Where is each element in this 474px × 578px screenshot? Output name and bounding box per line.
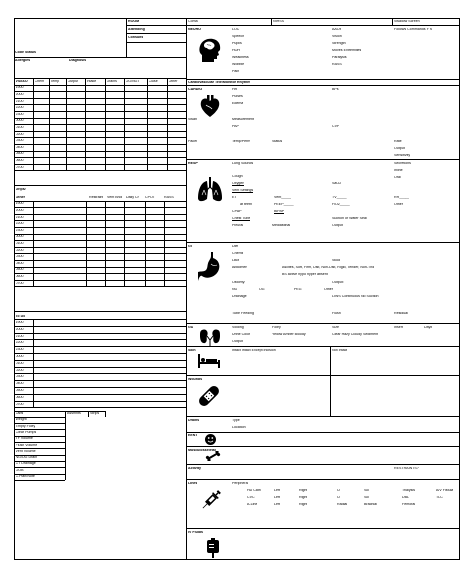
checklist-item-8: OOB <box>15 468 24 472</box>
lines-peripheral: Peripheral <box>232 482 249 485</box>
neuro-pupils: Pupils <box>232 42 242 45</box>
drips-time-1900: 1900 <box>15 202 24 206</box>
neuro-strength: Strength <box>332 42 346 45</box>
gi-tube-feeding: Tube Feeding <box>232 312 255 315</box>
grid-line <box>124 201 125 287</box>
drips-other-label: Other <box>15 196 26 199</box>
lungs-icon <box>196 176 224 204</box>
todo-time-2300: 2300 <box>15 348 24 352</box>
gi-output: Output: <box>332 281 344 284</box>
grid-line <box>14 401 186 402</box>
grid-line <box>14 214 186 215</box>
neuro-weakness: Weakness <box>232 56 249 59</box>
lines-row2-col2: Right <box>299 503 308 506</box>
vitals-time-2300: 2300 <box>15 112 24 116</box>
neuro-loc: LOC <box>232 28 240 31</box>
neuro-wobble: Wobble <box>232 63 245 66</box>
neuro-hoh: HOH <box>232 49 240 52</box>
coma-label: Coma <box>188 20 198 23</box>
vitals-header-7: Cluse <box>148 79 158 83</box>
face-icon <box>205 434 216 445</box>
gi-bowel-sounds: BS active hypo hyper absent <box>282 273 328 276</box>
neuro-pain: Pain <box>232 70 240 73</box>
grid-line <box>105 201 106 287</box>
drips-time-0200: 0200 <box>15 248 24 252</box>
grid-line <box>164 201 165 287</box>
neuro-speech: Speech <box>232 35 245 38</box>
gi-drainage: Drainage <box>232 295 247 298</box>
gi-chems: Chems <box>232 252 244 255</box>
grid-line <box>14 91 186 92</box>
eent-title: EENT <box>188 434 198 437</box>
brain-head-icon <box>198 38 222 64</box>
grid-line <box>145 201 146 287</box>
iv-bag-icon <box>206 538 220 558</box>
lines-title: Lines <box>188 482 198 485</box>
lines-row0-col0: HD Cath <box>247 489 261 492</box>
skin-intact: Intact Intact Except Incision <box>232 349 276 352</box>
grid-line <box>14 104 186 105</box>
skin-not-intact: Not Intact <box>332 349 348 352</box>
checklist-item-4: Flush Volume <box>15 443 38 447</box>
grid-line <box>86 201 87 287</box>
grid-line <box>124 78 125 170</box>
grid-line <box>14 373 186 374</box>
drips-time-0600: 0600 <box>15 274 24 278</box>
vitals-time-0200: 0200 <box>15 132 24 136</box>
gu-clarity: Clear Hazy Cloudy Sediment <box>332 333 379 336</box>
vitals-header-4: Intake <box>86 79 97 83</box>
grid-line <box>14 253 186 254</box>
vitals-time-0400: 0400 <box>15 145 24 149</box>
report-sheet <box>14 18 460 560</box>
vitals-header-8: Other <box>168 79 178 83</box>
grid-line <box>33 78 34 170</box>
vitals-header-3: Output <box>67 79 79 83</box>
resp-et: ET <box>232 196 237 199</box>
neuro-title: NEURO <box>188 28 201 31</box>
code-status-label: Code Status <box>15 51 36 54</box>
grid-line <box>66 78 67 170</box>
grid-line <box>33 319 34 407</box>
lines-row1-col2: Right <box>299 496 308 499</box>
grid-line <box>14 111 186 112</box>
drips-time-2200: 2200 <box>15 222 24 226</box>
lines-row2-col0: A-Line <box>247 503 258 506</box>
drips-header-4: RASS <box>164 196 174 199</box>
todo-time-0100: 0100 <box>15 361 24 365</box>
todo-time-1900: 1900 <box>15 321 24 324</box>
cardio-pulses: Pulses <box>232 95 243 98</box>
todo-label: To Do <box>15 314 26 318</box>
follows-commands: Follows Commands Y N <box>394 28 433 31</box>
kidneys-icon <box>200 328 220 346</box>
vitals-time-2100: 2100 <box>15 99 24 103</box>
grid-line <box>14 326 186 327</box>
todo-time-0500: 0500 <box>15 389 24 392</box>
drains-type: Type <box>232 419 240 422</box>
allergies-label: Allergies <box>15 59 31 62</box>
gu-day: Day# <box>424 326 433 329</box>
gi-suction: LIWS Continuous No Suction <box>332 295 379 298</box>
grid-line <box>14 260 186 261</box>
drips-time-0100: 0100 <box>15 241 24 245</box>
grid-line <box>14 227 186 228</box>
lines-row0-col2: Right <box>299 489 308 492</box>
grid-line <box>14 201 186 202</box>
todo-time-0700: 0700 <box>15 402 24 406</box>
neuro-moves: Moves Extremities <box>332 49 362 52</box>
grid-line <box>14 185 186 186</box>
resp-cpap: CPAP <box>232 210 242 213</box>
swallow-screen-label: Swallow Screen <box>394 20 420 23</box>
resp-inline: Inline <box>394 169 403 172</box>
grid-line <box>14 118 186 119</box>
grid-line <box>167 78 168 170</box>
gu-colors: Yellow Amber Bloody <box>272 333 306 336</box>
drips-time-0000: 0000 <box>15 235 24 239</box>
checklist-item-3: TF Volume <box>15 437 33 441</box>
gu-size: Size <box>332 326 339 329</box>
drains-location: Location <box>232 426 246 429</box>
vitals-header-2: Temp <box>50 79 60 83</box>
grid-line <box>14 273 186 274</box>
vitals-time-0100: 0100 <box>15 126 24 129</box>
checklist-item-0: Weight <box>15 418 27 422</box>
todo-time-0600: 0600 <box>15 395 24 399</box>
gu-output: Output <box>232 340 243 343</box>
checklist-item-7: CT Drainage <box>15 462 36 466</box>
gu-urine-color: Urine Color <box>232 333 251 336</box>
grid-line <box>14 394 186 395</box>
lines-row1-col6: TLC <box>436 496 443 499</box>
musculoskeletal-title: Musculoskeletal <box>188 449 216 452</box>
grid-line <box>14 144 186 145</box>
grid-line <box>14 170 186 171</box>
cardio-hr: HR <box>232 88 238 91</box>
heart-icon <box>198 95 222 119</box>
grid-line <box>14 124 186 125</box>
resp-oxygen: Oxygen <box>232 182 245 185</box>
drains-title: Drains <box>188 419 200 422</box>
lines-row2-col3: Radial <box>337 503 348 506</box>
resp-lung-sounds: Lung Sounds <box>232 162 254 165</box>
grid-line <box>14 207 186 208</box>
drips-time-2300: 2300 <box>15 228 24 232</box>
lines-row1-col4: Scl <box>364 496 369 499</box>
bandage-icon <box>196 383 222 409</box>
resp-vent: Vent_____ <box>274 196 292 199</box>
gu-foley: Foley <box>272 326 281 329</box>
grid-line <box>14 311 186 312</box>
gi-peg: PEG <box>294 288 302 291</box>
gu-voiding: Voiding <box>232 326 244 329</box>
todo-time-0400: 0400 <box>15 382 24 386</box>
syringe-icon <box>200 488 222 512</box>
lines-row2-col5: Femoral <box>402 503 416 506</box>
activity-restraints: RESTRAINTS? <box>394 467 419 470</box>
grid-line <box>14 333 186 334</box>
drips-time-2100: 2100 <box>15 215 24 219</box>
resp-secretions: Secretions <box>394 162 411 165</box>
grid-line <box>14 247 186 248</box>
gi-diet: Diet <box>232 245 239 248</box>
gu-title: GU <box>188 326 194 329</box>
grid-line <box>14 380 186 381</box>
grid-line <box>85 78 86 170</box>
grid-line <box>14 319 186 320</box>
checklist-item-1: Empty Foley <box>15 424 36 428</box>
gi-abdomen-desc: Ascites, Soft, Firm, Dist, Non-Dist, Rigid, Tender, Non-Tnd <box>282 266 375 269</box>
vitals-header-0: VS/I&O <box>15 79 28 83</box>
wounds-title: Wounds <box>188 378 203 381</box>
gi-ostomy: Ostomy: <box>232 281 246 284</box>
todo-time-0300: 0300 <box>15 375 24 379</box>
gi-abdomen: Abdomen <box>232 266 248 269</box>
neuro-rass: RASS <box>332 63 342 66</box>
grid-line <box>14 98 186 99</box>
todo-time-2200: 2200 <box>15 341 24 345</box>
grid-line <box>14 346 186 347</box>
lines-row0-col4: Scl <box>364 489 369 492</box>
checklist-item-9: C.Plan/Note <box>15 475 35 478</box>
resp-pleural: Pleural <box>232 224 244 227</box>
cardio-rhythm-title: Cardiovascular Tele/Monitor Rhythm <box>188 81 251 84</box>
vitals-time-2200: 2200 <box>15 106 24 110</box>
grid-line <box>14 240 186 241</box>
drips-time-0700: 0700 <box>15 281 24 285</box>
drips-header-2: Daily Cr <box>126 196 139 199</box>
resp-tv: TV_____ <box>332 196 347 199</box>
vitals-time-0300: 0300 <box>15 139 24 143</box>
grid-line <box>14 267 186 268</box>
cardio-output: Output <box>394 147 405 150</box>
grid-line <box>88 411 89 417</box>
grid-line <box>14 280 186 281</box>
labs-header-1: Assmnts <box>67 412 81 415</box>
lines-row1-col1: Left <box>274 496 280 499</box>
cardio-temp-perm: Temp/Perm <box>232 140 251 143</box>
grid-line <box>105 411 106 417</box>
skin-title: Skin <box>188 349 196 352</box>
activity-title: Activity <box>188 467 201 470</box>
resp-rr: RR_____ <box>394 196 410 199</box>
grid-line <box>14 164 186 165</box>
grid-line <box>14 151 186 152</box>
grid-line <box>49 78 50 170</box>
grid-line <box>14 286 186 287</box>
grid-line <box>186 319 187 407</box>
checklist-item-5: Vent Volume <box>15 449 36 453</box>
resp-suction: Suction or Water Seal <box>332 217 367 220</box>
grid-line <box>147 78 148 170</box>
bed-icon <box>198 354 220 368</box>
resp-oral: Oral <box>394 176 401 179</box>
gi-stool: Stool <box>332 259 341 262</box>
lines-row1-col5: DBL <box>402 496 409 499</box>
todo-time-2100: 2100 <box>15 334 24 338</box>
grid-line <box>14 85 186 86</box>
neuro-paralysis: Paralysis <box>332 56 347 59</box>
drips-label: Drips/ <box>15 188 26 191</box>
resp-bipap: BIPAP <box>274 210 285 213</box>
consults-label: Consults <box>128 36 144 39</box>
grid-line <box>14 234 186 235</box>
lines-row1-col0: CVC <box>247 496 255 499</box>
cardio-pap: PAP <box>232 125 239 128</box>
drips-time-0400: 0400 <box>15 261 24 265</box>
grid-line <box>14 407 186 408</box>
resp-vent-settings: Vent Settings <box>232 189 254 192</box>
resp-sao2: SaO2 <box>332 182 342 185</box>
grid-line <box>14 131 186 132</box>
cardio-rate: Rate <box>394 140 402 143</box>
grid-line <box>14 157 186 158</box>
todo-time-0200: 0200 <box>15 368 24 372</box>
lines-row2-col4: Brachial <box>364 503 377 506</box>
todo-time-0000: 0000 <box>15 355 24 358</box>
cardio-bps: BPs <box>332 88 339 91</box>
resp-mediastinal: Mediastinal <box>272 224 291 227</box>
bone-icon <box>205 451 221 461</box>
room-label: ROOM <box>128 20 140 23</box>
resp-fio2: FiO2_____ <box>332 203 350 206</box>
drips-header-3: CPOT <box>145 196 155 199</box>
resp-title: RESP <box>188 162 198 165</box>
grid-line <box>186 78 187 170</box>
lines-row0-col3: IJ <box>337 489 340 492</box>
vitals-time-2000: 2000 <box>15 93 24 96</box>
grid-line <box>14 220 186 221</box>
checklist-item-2: Clear Pumps <box>15 430 37 434</box>
grid-line <box>14 137 186 138</box>
gi-ng: NG <box>232 288 238 291</box>
vitals-header-5: Drains <box>106 79 117 83</box>
grid-line <box>14 78 15 170</box>
grid-line <box>14 360 186 361</box>
neuro-vision: Vision <box>332 35 342 38</box>
grid-line <box>33 201 34 287</box>
gi-residual: Residual <box>394 312 408 315</box>
gi-other: Other <box>324 288 333 291</box>
drips-time-0500: 0500 <box>15 268 24 272</box>
checklist-item-6: NG/OG Drain <box>15 456 38 460</box>
resp-chest-tube: Chest Tube <box>232 217 251 220</box>
cardio-status: Status <box>272 140 283 143</box>
lines-row0-col1: Left <box>274 489 280 492</box>
todo-time-2000: 2000 <box>15 327 24 331</box>
labs-header-0: Labs <box>15 412 24 415</box>
cardio-edema: Edema <box>232 102 244 105</box>
drips-time-0300: 0300 <box>15 255 24 259</box>
cardio-cvp: CVP <box>332 125 340 128</box>
lines-row0-col5: Trialysis <box>402 489 416 492</box>
drips-time-2000: 2000 <box>15 208 24 212</box>
cardio-pacer: Pacer <box>188 140 198 143</box>
grid-line <box>14 387 186 388</box>
diagnosis-label: Diagnosis <box>69 59 87 62</box>
grid-line <box>186 201 187 287</box>
vitals-header-6: OG/NGT <box>125 79 140 83</box>
lines-row2-col1: Left <box>274 503 280 506</box>
nihss-label: NIHSS <box>273 20 284 23</box>
vitals-header-1: Chem <box>34 79 45 83</box>
attending-label: Attending <box>128 27 145 31</box>
drips-header-0: Restraint <box>89 196 104 199</box>
resp-at-teeth: at teeth <box>240 203 252 206</box>
resp-output: Output <box>332 224 343 227</box>
gi-og: OG <box>259 288 265 291</box>
grid-line <box>14 367 186 368</box>
labs-header-2: Strips <box>90 412 100 415</box>
drips-header-1: Vent Bndl <box>107 196 123 199</box>
gi-lbm: LBM <box>232 259 240 262</box>
cardio-title: CARDIO <box>188 88 203 91</box>
resp-other: Other <box>394 203 403 206</box>
vitals-time-0000: 0000 <box>15 119 24 123</box>
vitals-time-1900: 1900 <box>15 86 24 90</box>
vitals-time-0700: 0700 <box>15 165 24 169</box>
gi-flush: Flush <box>332 312 341 315</box>
grid-line <box>14 339 186 340</box>
neuro-aaox: AAOx <box>332 28 342 31</box>
iv-fluids-title: IV Fluids <box>188 531 203 534</box>
cardio-swan: Swan <box>188 118 197 121</box>
gu-insert: Insert <box>394 326 403 329</box>
resp-cough: Cough <box>232 175 243 178</box>
grid-line <box>14 480 65 481</box>
stomach-icon <box>198 252 222 282</box>
lines-row0-col6: A/V Fistula <box>436 489 454 492</box>
cardio-measurement: Measurement <box>232 118 254 121</box>
grid-line <box>65 411 66 480</box>
cardio-sensitivity: Sensitivity <box>394 154 411 157</box>
grid-line <box>105 78 106 170</box>
resp-peep: PEEP_____ <box>274 203 294 206</box>
vitals-time-0500: 0500 <box>15 152 24 156</box>
gi-title: GI <box>188 245 192 248</box>
vitals-time-0600: 0600 <box>15 159 24 162</box>
grid-line <box>14 353 186 354</box>
lines-row1-col3: IJ <box>337 496 340 499</box>
